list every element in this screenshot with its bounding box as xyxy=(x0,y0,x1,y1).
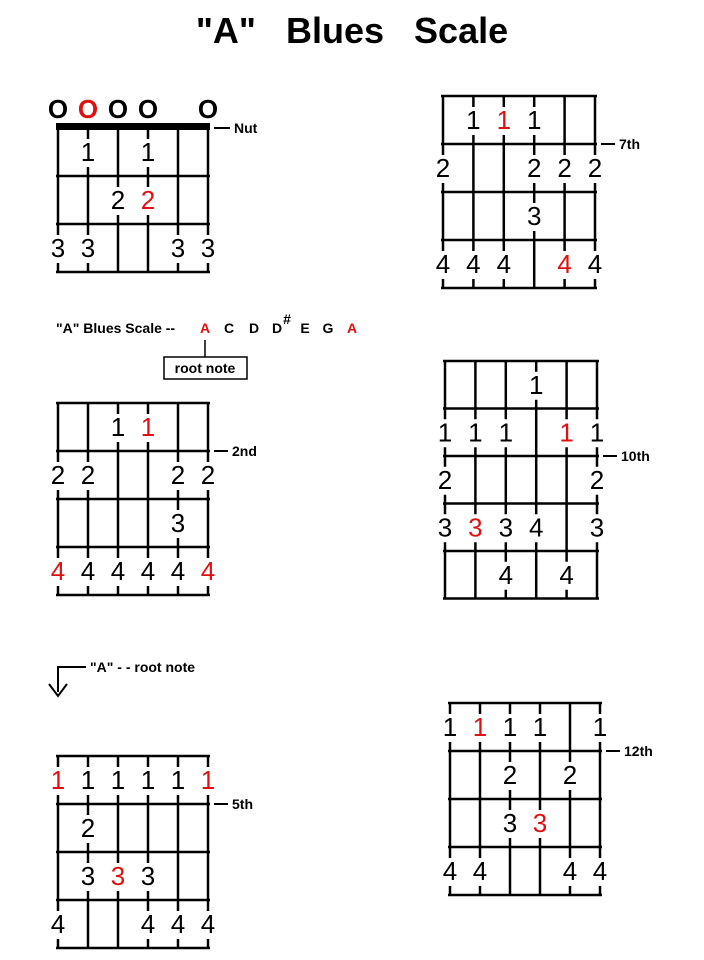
finger-number: 1 xyxy=(110,765,126,795)
finger-number: 2 xyxy=(562,760,578,790)
finger-number: 2 xyxy=(502,760,518,790)
scale-root-note: A xyxy=(199,320,211,336)
finger-number: 1 xyxy=(437,417,453,448)
finger-number: 2 xyxy=(110,185,126,215)
finger-number: 4 xyxy=(50,909,66,939)
fret-position-label: 12th xyxy=(624,743,653,759)
finger-number: 2 xyxy=(80,813,96,843)
root-finger-number: 1 xyxy=(140,412,156,442)
page-title: "A" Blues Scale xyxy=(195,10,509,51)
finger-number: 3 xyxy=(200,233,216,263)
finger-number: 2 xyxy=(526,153,542,183)
finger-number: 4 xyxy=(140,909,156,939)
finger-number: 2 xyxy=(557,153,572,183)
fretboard-pos-open xyxy=(47,123,219,272)
fretboard-pos-2nd xyxy=(47,403,257,595)
nut-bar xyxy=(56,123,210,130)
finger-number: 3 xyxy=(502,808,518,838)
finger-number: 1 xyxy=(442,712,458,742)
root-finger-number: 1 xyxy=(50,765,66,795)
finger-number: 2 xyxy=(437,464,453,495)
fretboard-pos-12th xyxy=(439,703,653,895)
finger-number: 4 xyxy=(472,856,488,886)
finger-number: 4 xyxy=(140,556,156,586)
finger-number: 1 xyxy=(110,412,126,442)
finger-number: 3 xyxy=(80,233,96,263)
root-finger-number: 2 xyxy=(140,185,156,215)
root-finger-number: 3 xyxy=(468,512,483,543)
open-string-marker: O xyxy=(197,94,219,124)
root-finger-number: 3 xyxy=(110,861,126,891)
finger-number: 4 xyxy=(559,559,574,590)
fret-position-label: 5th xyxy=(232,796,253,812)
finger-number: 1 xyxy=(140,765,156,795)
open-string-marker: O xyxy=(137,94,159,124)
finger-number: 1 xyxy=(140,137,156,167)
finger-number: 3 xyxy=(170,233,186,263)
nut-label: Nut xyxy=(234,120,258,136)
finger-number: 1 xyxy=(589,417,605,448)
finger-number: 1 xyxy=(532,712,548,742)
finger-number: 3 xyxy=(50,233,66,263)
open-string-marker: O xyxy=(107,94,129,124)
root-finger-number: 1 xyxy=(559,417,574,448)
finger-number: 4 xyxy=(592,856,608,886)
scale-note: D xyxy=(248,320,260,336)
finger-number: 3 xyxy=(437,512,453,543)
finger-number: 1 xyxy=(592,712,608,742)
finger-number: 4 xyxy=(496,249,512,279)
finger-number: 1 xyxy=(526,105,542,135)
root-finger-number: 3 xyxy=(532,808,548,838)
finger-number: 4 xyxy=(562,856,578,886)
finger-number: 4 xyxy=(80,556,96,586)
finger-number: 2 xyxy=(170,460,186,490)
finger-number: 4 xyxy=(498,559,514,590)
scale-note: E xyxy=(300,320,310,336)
finger-number: 3 xyxy=(526,201,542,231)
root-finger-number: 4 xyxy=(200,556,216,586)
fretboard-pos-5th xyxy=(47,756,253,948)
finger-number: 1 xyxy=(80,137,96,167)
a-root-note-label: "A" - - root note xyxy=(90,659,196,675)
finger-number: 4 xyxy=(200,909,216,939)
finger-number: 4 xyxy=(466,249,481,279)
finger-number: 1 xyxy=(466,105,481,135)
finger-number: 3 xyxy=(170,508,186,538)
finger-number: 2 xyxy=(200,460,216,490)
finger-number: 3 xyxy=(589,512,605,543)
fret-position-label: 2nd xyxy=(232,443,257,459)
finger-number: 1 xyxy=(170,765,186,795)
finger-number: 3 xyxy=(498,512,514,543)
finger-number: 1 xyxy=(528,369,544,400)
finger-number: 2 xyxy=(80,460,96,490)
finger-number: 3 xyxy=(80,861,96,891)
finger-number: 4 xyxy=(435,249,451,279)
finger-number: 1 xyxy=(468,417,483,448)
scale-root-note: A xyxy=(346,320,358,336)
root-finger-number: 1 xyxy=(200,765,216,795)
finger-number: 2 xyxy=(589,464,605,495)
finger-number: 4 xyxy=(528,512,544,543)
root-finger-number: 4 xyxy=(557,249,572,279)
finger-number: 2 xyxy=(587,153,603,183)
finger-number: 1 xyxy=(80,765,96,795)
root-finger-number: 4 xyxy=(50,556,66,586)
finger-number: 3 xyxy=(140,861,156,891)
finger-number: 4 xyxy=(170,909,186,939)
root-finger-number: 1 xyxy=(496,105,512,135)
finger-number: 1 xyxy=(502,712,518,742)
finger-number: 1 xyxy=(498,417,514,448)
root-finger-number: 1 xyxy=(472,712,488,742)
finger-number: 4 xyxy=(110,556,126,586)
scale-note: G xyxy=(322,320,334,336)
scale-note: C xyxy=(223,320,235,336)
fretboard-pos-10th xyxy=(434,361,650,599)
scale-formula-prefix: "A" Blues Scale -- xyxy=(56,320,176,336)
open-root-string-marker: O xyxy=(77,94,99,124)
open-string-marker: O xyxy=(47,94,69,124)
finger-number: 4 xyxy=(170,556,186,586)
sharp-sign: # xyxy=(283,311,291,327)
finger-number: 2 xyxy=(50,460,66,490)
finger-number: 2 xyxy=(435,153,451,183)
root-arrow-line xyxy=(58,667,86,692)
fretboard-pos-7th xyxy=(432,96,640,288)
scale-note: D xyxy=(271,320,283,336)
root-note-label: root note xyxy=(174,360,236,376)
fret-position-label: 7th xyxy=(619,136,640,152)
finger-number: 4 xyxy=(587,249,603,279)
diagrams-layer xyxy=(47,96,653,948)
annotations-layer xyxy=(48,94,357,696)
finger-number: 4 xyxy=(442,856,458,886)
fret-position-label: 10th xyxy=(621,448,650,464)
